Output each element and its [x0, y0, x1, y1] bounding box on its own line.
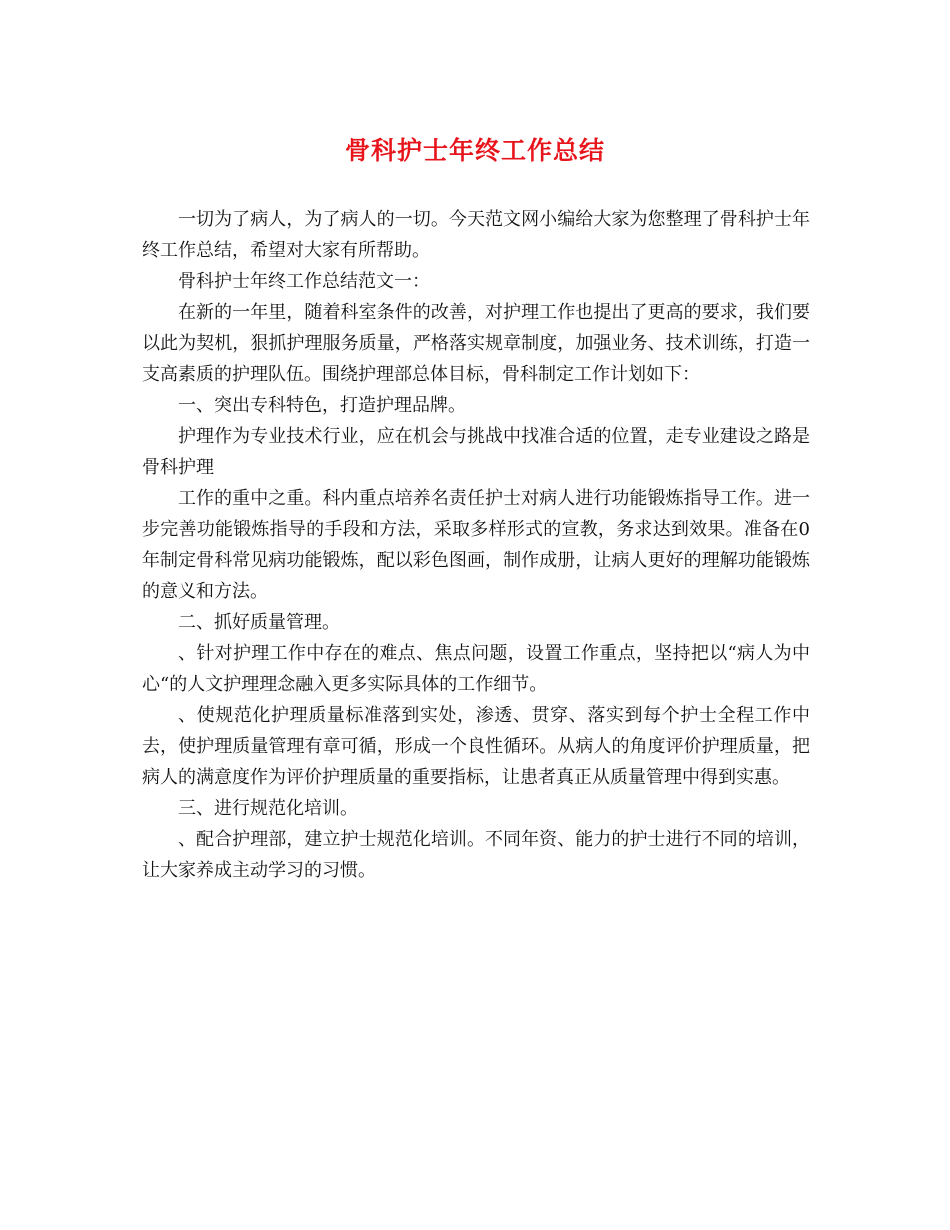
paragraph-sample-heading: 骨科护士年终工作总结范文一：: [178, 271, 430, 292]
document-body: [142, 204, 810, 886]
section-heading-2: 二、抓好质量管理。: [178, 612, 340, 633]
paragraph-specialty: 护理作为专业技术行业，应在机会与挑战中找准合适的位置，走专业建设之路是骨科护理: [142, 426, 810, 478]
paragraph-quality-2: 、使规范化护理质量标准落到实处，渗透、贯穿、落实到每个护士全程工作中去，使护理质量管理有章可循，形成一个良性循环。从病人的角度评价护理质量，把病人的满意度作为评价护理质量的重要指标，让患者真正从质量管理中得到实惠。: [142, 705, 810, 788]
paragraph-training: 、配合护理部，建立护士规范化培训。不同年资、能力的护士进行不同的培训，让大家养成主动学习的习惯。: [142, 829, 810, 881]
document-title: 骨科护士年终工作总结: [344, 136, 605, 165]
section-heading-3: 三、进行规范化培训。: [178, 798, 358, 819]
paragraph-intro: 一切为了病人，为了病人的一切。今天范文网小编给大家为您整理了骨科护士年终工作总结，希望对大家有所帮助。: [142, 209, 810, 261]
section-heading-1: 一、突出专科特色，打造护理品牌。: [178, 395, 466, 416]
paragraph-function-training: 工作的重中之重。科内重点培养名责任护士对病人进行功能锻炼指导工作。进一步完善功能锻炼指导的手段和方法，采取多样形式的宣教，务求达到效果。准备在0年制定骨科常见病功能锻炼，配以彩色图画，制作成册，让病人更好的理解功能锻炼的意义和方法。: [142, 488, 810, 602]
paragraph-plan: 在新的一年里，随着科室条件的改善，对护理工作也提出了更高的要求，我们要以此为契机，狠抓护理服务质量，严格落实规章制度，加强业务、技术训练，打造一支高素质的护理队伍。围绕护理部总体目标，骨科制定工作计划如下：: [142, 302, 810, 385]
paragraph-quality-1: 、针对护理工作中存在的难点、焦点问题，设置工作重点，坚持把以“病人为中心“的人文护理理念融入更多实际具体的工作细节。: [142, 643, 810, 695]
